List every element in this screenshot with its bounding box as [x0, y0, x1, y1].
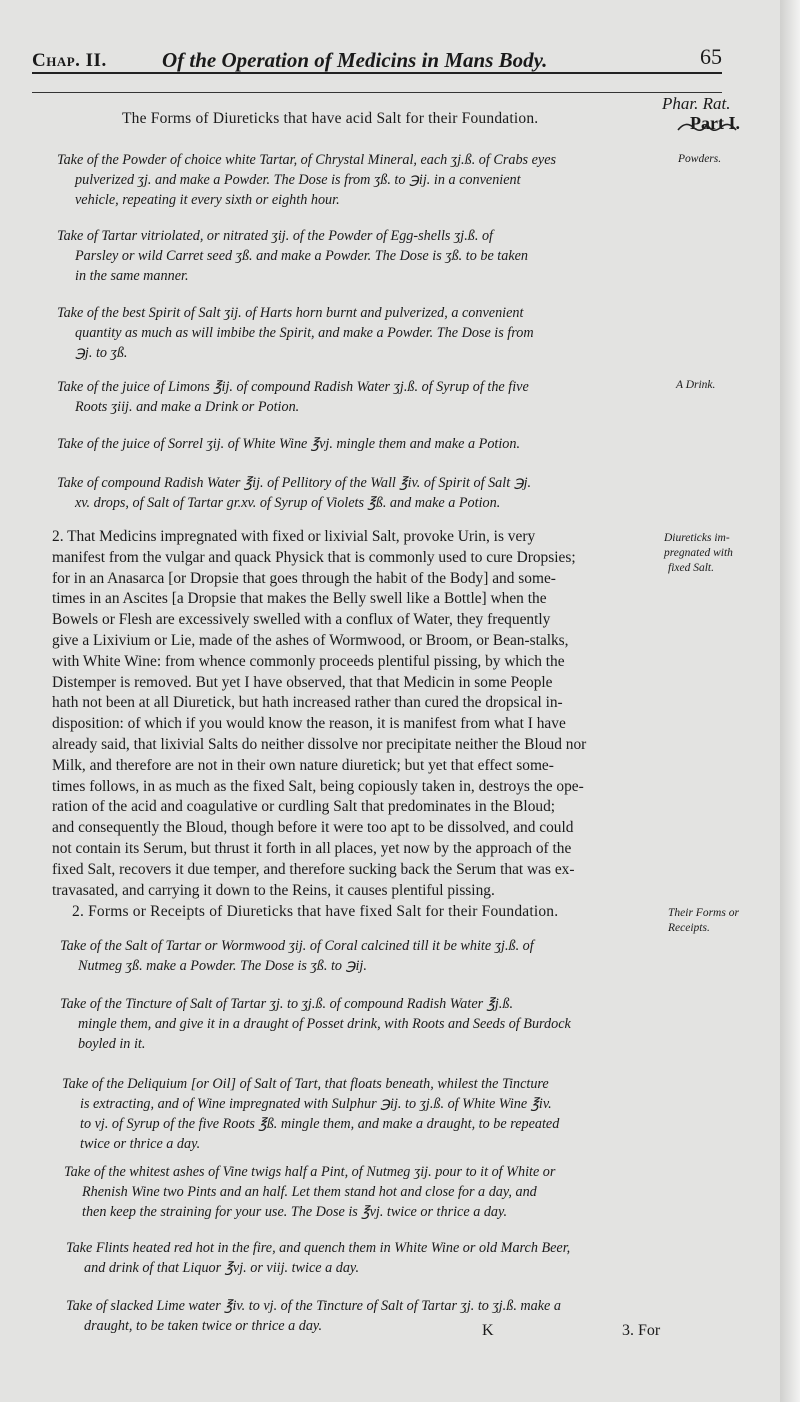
recipe-fixed-3: Take of the Deliquium [or Oil] of Salt of Tart, that floats beneath, whilest the Tincture is extracting, and of Wine impregnated with Sulphur ℈ij. to ʒj.ß. of White Wine ℥iv. to vj. of Syrup of the five Roots ℥ß. mingle them, and make a draught, to be repeated twice or thrice a day.: [62, 1076, 560, 1152]
margin-forms-2: Receipts.: [668, 922, 710, 934]
signature-mark: K: [482, 1322, 494, 1339]
recipe-fixed-4: Take of the whitest ashes of Vine twigs half a Pint, of Nutmeg ʒij. pour to it of White or Rhenish Wine two Pints and an half. Let them stand hot and close for a day, and then keep the straining for your use. The Dose is ℥vj. twice or thrice a day.: [64, 1164, 556, 1220]
recipe-fixed-2: Take of the Tincture of Salt of Tartar ʒj. to ʒj.ß. of compound Radish Water ℥j.ß. mingle them, and give it in a draught of Posset drink, with Roots and Seeds of Burdock boyled in it.: [60, 996, 571, 1052]
header-rule: [32, 92, 722, 93]
margin-part: Part I.: [690, 113, 740, 133]
recipe-powder-2: Take of Tartar vitriolated, or nitrated ʒij. of the Powder of Egg-shells ʒj.ß. of Parsley or wild Carret seed ʒß. and make a Powder. The Dose is ʒß. to be taken in the same manner.: [57, 228, 529, 284]
page-edge: [780, 0, 800, 1402]
running-title: Of the Operation of Medicins in Mans Body.: [162, 48, 548, 72]
recipe-drink-1: Take of the juice of Limons ℥ij. of compound Radish Water ʒj.ß. of Syrup of the five Roots ʒiij. and make a Drink or Potion.: [57, 379, 529, 415]
recipe-drink-3: Take of compound Radish Water ℥ij. of Pellitory of the Wall ℥iv. of Spirit of Salt ℈j. xv. drops, of Salt of Tartar gr.xv. of Syrup of Violets ℥ß. and make a Potion.: [57, 475, 532, 511]
recipe-powder-3: Take of the best Spirit of Salt ʒij. of Harts horn burnt and pulverized, a convenient quantity as much as will imbibe the Spirit, and make a Powder. The Dose is from ℈j. to ʒß.: [57, 305, 534, 361]
recipe-powder-1: Take of the Powder of choice white Tartar, of Chrystal Mineral, each ʒj.ß. of Crabs eyes pulverized ʒj. and make a Powder. The Dose is from ʒß. to ℈ij. in a convenient vehicle, repeating it every sixth or eighth hour.: [57, 152, 557, 208]
catchword: 3. For: [622, 1322, 661, 1339]
margin-diureticks-1: Diureticks im-: [664, 532, 730, 544]
margin-powders: Powders.: [678, 153, 722, 165]
recipe-drink-2: Take of the juice of Sorrel ʒij. of White Wine ℥vj. mingle them and make a Potion.: [57, 436, 521, 452]
page-number: 65: [700, 44, 722, 69]
recipe-fixed-1: Take of the Salt of Tartar or Wormwood ʒij. of Coral calcined till it be white ʒj.ß. of Nutmeg ʒß. make a Powder. The Dose is ʒß. to ℈ij.: [60, 938, 534, 974]
margin-forms-1: Their Forms or: [668, 907, 739, 919]
margin-phar-rat: Phar. Rat.: [662, 94, 731, 113]
margin-diureticks-2: pregnated with: [664, 547, 733, 559]
brace-ornament: [676, 120, 738, 134]
section-heading-acid-salt: The Forms of Diureticks that have acid Salt for their Foundation.: [122, 110, 539, 127]
page-header: [32, 44, 722, 74]
body-paragraph-fixed-salt: 2. That Medicins impregnated with fixed or lixivial Salt, provoke Urin, is very manifest from the vulgar and quack Physick that is commonly used to cure Dropsies; for in an Anasarca [or Dropsie that goes through the habit of the Body] and some- times in an Ascites [a Dropsie that makes the Belly swell like a Bottle] when the Bowels or Flesh are excessively swelled with a conflux of Water, they frequently give a Lixivium or Lie, made of the ashes of Wormwood, or Broom, or Bean-stalks, with White Wine: from whence commonly proceeds plentiful pissing, by which the Distemper is removed. But yet I have observed, that that Medicin in some People hath not been at all Diuretick, but hath increased rather than cured the dropsical in- disposition: of which if you would know the reason, it is manifest from what I have already said, that lixivial Salts do neither dissolve nor precipitate neither the Bloud nor Milk, and therefore are not in their own nature diuretick; but yet that effect some- times follows, in as much as the fixed Salt, being copiously taken in, destroys the ope- ration of the acid and coagulative or curdling Salt that predominates in the Bloud; and consequently the Bloud, though before it were too apt to be dissolved, and could not contain its Serum, but thrust it forth in all places, yet now by the approach of the fixed Salt, recovers it due temper, and therefore sucking back the Serum that was ex- travasated, and carrying it down to the Reins, it causes plentiful pissing.: [52, 528, 587, 899]
chapter-label: Chap. II.: [32, 50, 107, 71]
margin-drink: A Drink.: [676, 379, 716, 391]
margin-diureticks-3: fixed Salt.: [668, 562, 714, 574]
section-heading-fixed-salt: 2. Forms or Receipts of Diureticks that have fixed Salt for their Foundation.: [72, 903, 559, 920]
recipe-fixed-6: Take of slacked Lime water ℥iv. to vj. of the Tincture of Salt of Tartar ʒj. to ʒj.ß. make a draught, to be taken twice or thrice a day.: [66, 1298, 561, 1334]
recipe-fixed-5: Take Flints heated red hot in the fire, and quench them in White Wine or old March Beer, and drink of that Liquor ℥vj. or viij. twice a day.: [66, 1240, 571, 1276]
